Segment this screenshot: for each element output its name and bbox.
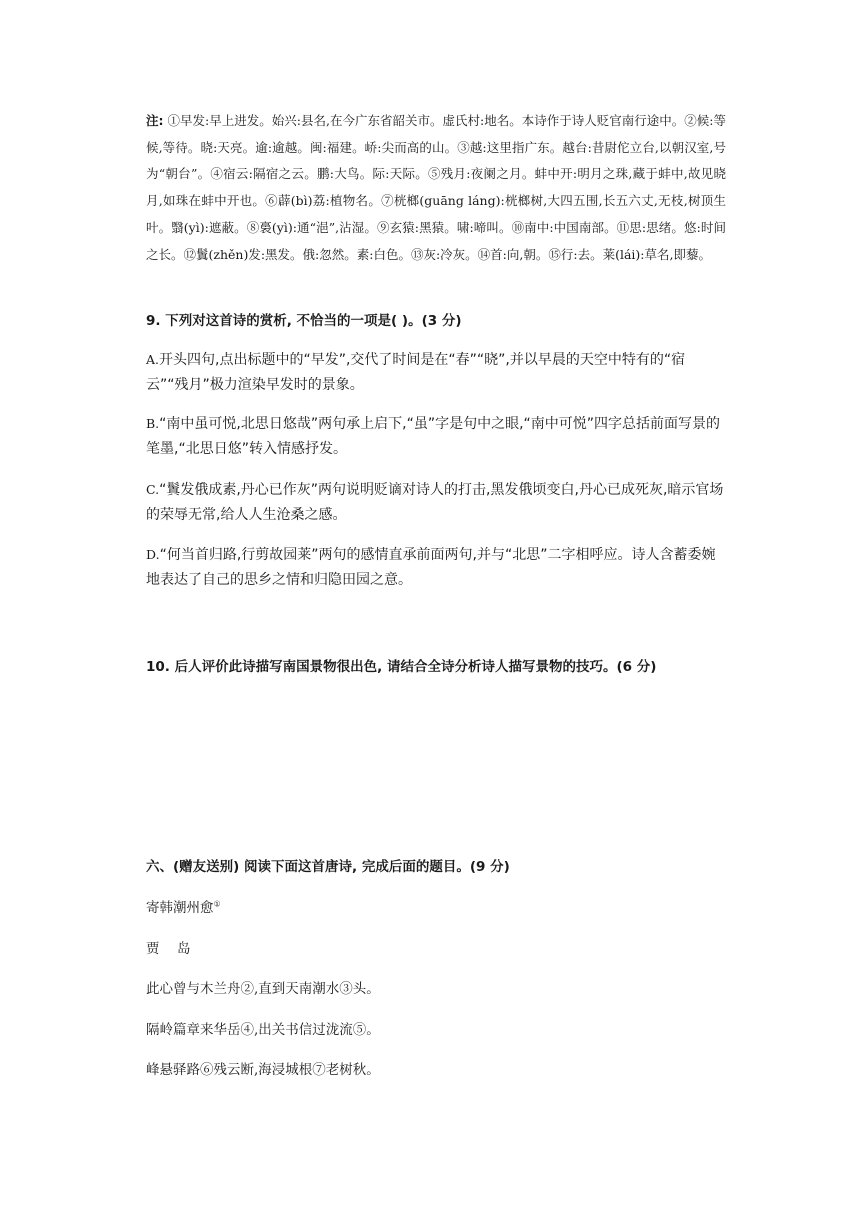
question-10-stem: 10. 后人评价此诗描写南国景物很出色, 请结合全诗分析诗人描写景物的技巧。(6 分)	[146, 659, 657, 675]
notes-label: 注:	[146, 113, 164, 128]
poem-author: 贾 岛	[146, 941, 193, 957]
question-9-stem: 9. 下列对这首诗的赏析, 不恰当的一项是( )。(3 分)	[146, 313, 462, 329]
poem-title-footnote-mark: ①	[213, 899, 221, 909]
poem-title-text: 寄韩潮州愈	[146, 900, 214, 916]
poem-line: 此心曾与木兰舟②,直到天南潮水③头。	[146, 981, 380, 997]
option-b	[146, 411, 726, 462]
poem-title	[146, 896, 221, 916]
option-text: 开头四句,点出标题中的“早发”,交代了时间是在“春”“晓”,并以早晨的天空中特有的“宿云”“残月”极力渲染早发时的景象。	[146, 352, 686, 393]
option-tag: D.	[146, 547, 160, 562]
option-tag: B.	[146, 416, 160, 431]
option-d	[146, 542, 726, 593]
option-tag: C.	[146, 482, 160, 497]
option-tag: A.	[146, 352, 160, 367]
option-c	[146, 477, 726, 528]
option-text: “鬒发俄成素,丹心已作灰”两句说明贬谪对诗人的打击,黑发俄顷变白,丹心已成死灰,暗示官场的荣辱无常,给人人生沧桑之感。	[146, 482, 724, 523]
option-a	[146, 347, 726, 398]
poem-line: 隔岭篇章来华岳④,出关书信过泷流⑤。	[146, 1022, 380, 1038]
option-text: “何当首归路,行剪故园莱”两句的感情直承前面两句,并与“北思”二字相呼应。诗人含蓄委婉地表达了自己的思乡之情和归隐田园之意。	[146, 547, 716, 588]
poem-line: 峰悬驿路⑥残云断,海浸城根⑦老树秋。	[146, 1062, 380, 1078]
section-6-heading: 六、(赠友送别) 阅读下面这首唐诗, 完成后面的题目。(9 分)	[146, 859, 510, 875]
annotation-notes	[146, 108, 726, 268]
notes-text: ①早发:早上进发。始兴:县名,在今广东省韶关市。虚氏村:地名。本诗作于诗人贬官南行途中。②候:等候,等待。晓:天亮。逾:逾越。闽:福建。峤:尖而高的山。③越:这里指广东。越台:昔尉佗立台,以朝汉室,号为“朝台”。④宿云:隔宿之云。鹏:大鸟。际:天际。⑤残月:夜阑之月。蚌中开:明月之珠,藏于蚌中,故见晓月,如珠在蚌中开也。⑥薜(bì)荔:植物名。⑦桄榔(guāng láng):桄榔树,大四五围,长五六丈,无枝,树顶生叶。翳(yì):遮蔽。⑧裛(yì):通“浥”,沾湿。⑨玄猿:黑猿。啸:啼叫。⑩南中:中国南部。⑪思:思绪。悠:时间之长。⑫鬒(zhěn)发:黑发。俄:忽然。素:白色。⑬灰:冷灰。⑭首:向,朝。⑮行:去。莱(lái):草名,即藜。	[146, 113, 727, 262]
option-text: “南中虽可悦,北思日悠哉”两句承上启下,“虽”字是句中之眼,“南中可悦”四字总括前面写景的笔墨,“北思日悠”转入情感抒发。	[146, 416, 721, 457]
